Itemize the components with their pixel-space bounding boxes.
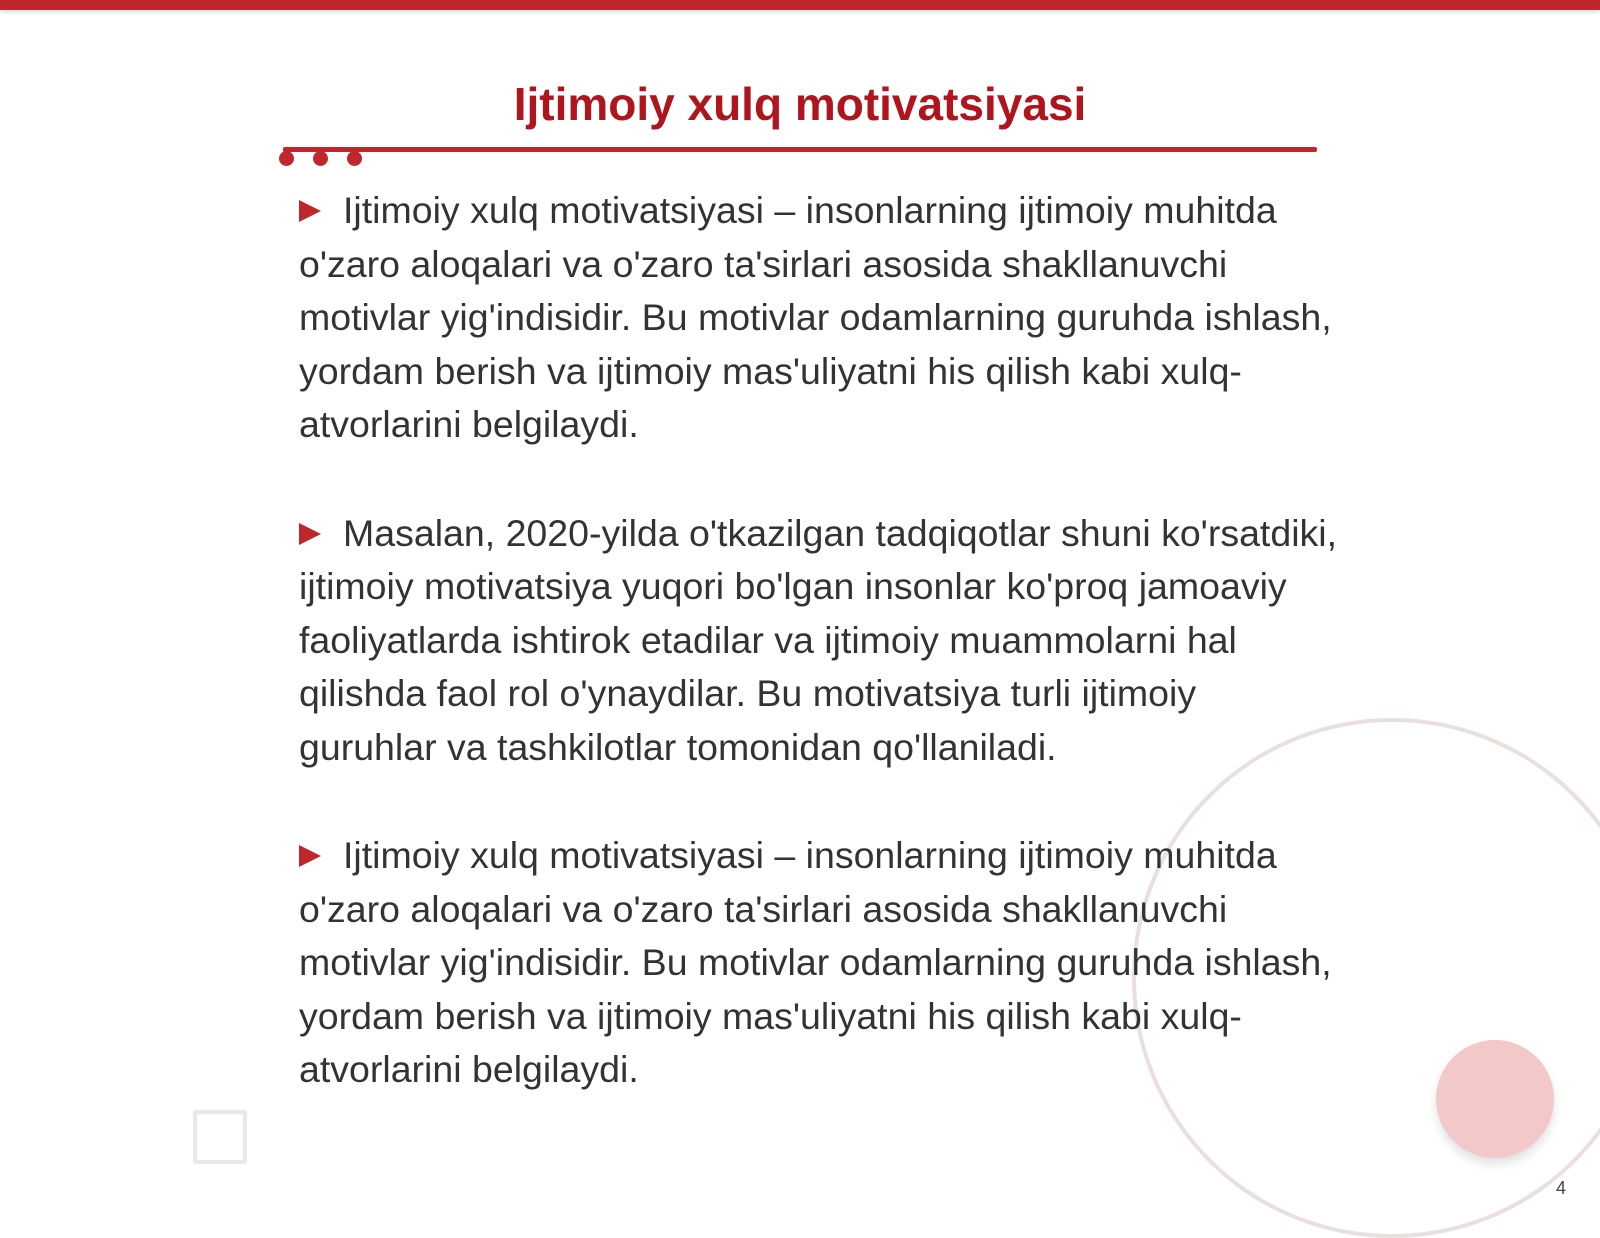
page-number: 4 [1556, 1178, 1567, 1198]
bullet-paragraph [299, 507, 1339, 775]
triangle-right-icon [299, 845, 321, 867]
decorative-square [193, 1110, 247, 1164]
top-accent-bar [0, 0, 1600, 10]
slide-body [299, 184, 1339, 1152]
title-underline [283, 147, 1317, 152]
paragraph-text: Ijtimoiy xulq motivatsiyasi – insonlarning ijtimoiy muhitda o'zaro aloqalari va o'zaro ta'sirlari asosida shakllanuvchi motivlar yig'indisidir. Bu motivlar odamlarning guruhda ishlash, yordam berish va ijtimoiy mas'uliyatni his qilish kabi xulq-atvorlarini belgilaydi. [299, 189, 1332, 445]
paragraph-text: Ijtimoiy xulq motivatsiyasi – insonlarning ijtimoiy muhitda o'zaro aloqalari va o'zaro ta'sirlari asosida shakllanuvchi motivlar yig'indisidir. Bu motivlar odamlarning guruhda ishlash, yordam berish va ijtimoiy mas'uliyatni his qilish kabi xulq-atvorlarini belgilaydi. [299, 834, 1332, 1090]
decorative-dot [279, 151, 294, 166]
slide-title: Ijtimoiy xulq motivatsiyasi [513, 78, 1087, 130]
triangle-right-icon [299, 523, 321, 545]
bullet-paragraph [299, 829, 1339, 1097]
paragraph-text: Masalan, 2020-yilda o'tkazilgan tadqiqotlar shuni ko'rsatdiki, ijtimoiy motivatsiya yuqori bo'lgan insonlar ko'proq jamoaviy faoliyatlarda ishtirok etadilar va ijtimoiy muammolarni hal qilishda faol rol o'ynaydilar. Bu motivatsiya turli ijtimoiy guruhlar va tashkilotlar tomonidan qo'llaniladi. [299, 511, 1338, 768]
decorative-pink-circle [1436, 1040, 1554, 1158]
decorative-dot [313, 151, 328, 166]
bullet-paragraph [299, 184, 1339, 452]
triangle-right-icon [299, 200, 321, 222]
decorative-dot [347, 151, 362, 166]
